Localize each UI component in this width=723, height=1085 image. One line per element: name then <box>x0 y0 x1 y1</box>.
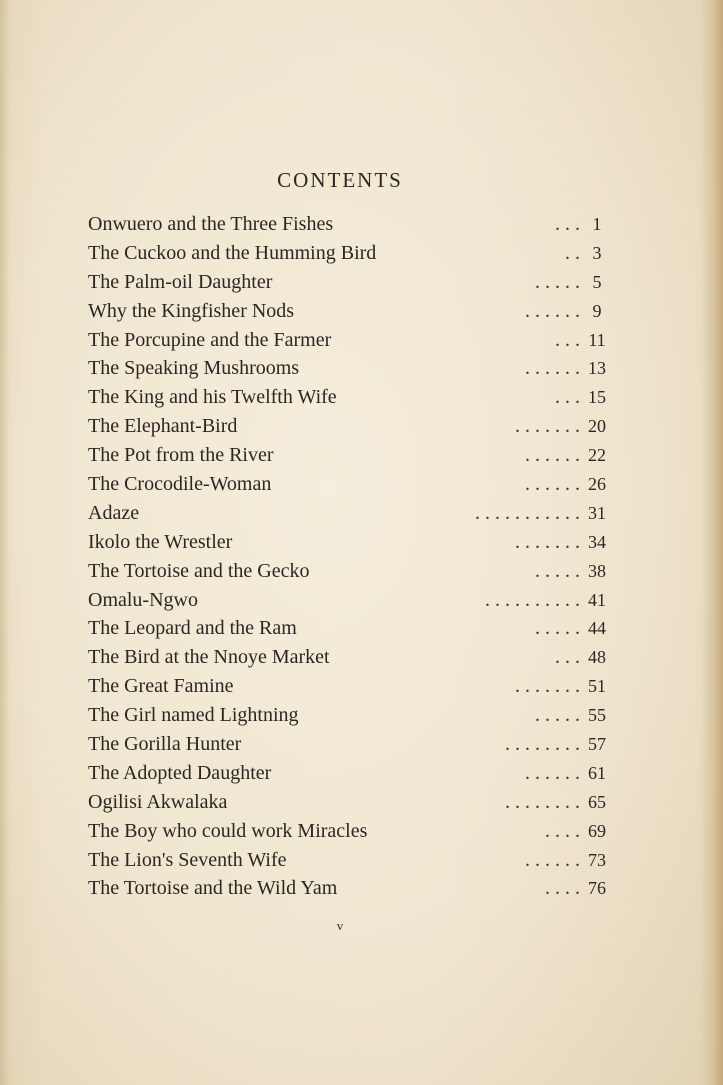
entry-page-number: 31 <box>588 502 606 523</box>
toc-entry <box>88 874 608 903</box>
dot-leader: . . . . . . <box>525 299 580 322</box>
dot-leader: . . . . . . . . . . . <box>475 501 580 524</box>
dot-leader: . . . . <box>545 877 580 900</box>
dot-leader: . . . . . . . . <box>505 790 580 813</box>
toc-entry <box>88 586 608 615</box>
entry-page-number: 26 <box>588 474 606 495</box>
toc-entry <box>88 643 608 672</box>
toc-entry <box>88 817 608 846</box>
entry-title: Omalu-Ngwo <box>88 588 198 611</box>
dot-leader: . . . . . . . . <box>505 733 580 756</box>
entry-title: Adaze <box>88 501 140 524</box>
entry-title: The Leopard and the Ram <box>88 617 297 640</box>
dot-leader: . . . . . . <box>525 473 580 496</box>
toc-entry <box>88 788 608 817</box>
contents-heading: CONTENTS <box>277 168 403 192</box>
dot-leader: . . . . . . . . . . <box>485 588 580 611</box>
page-folio: v <box>336 918 344 933</box>
entry-page-number: 22 <box>588 445 606 466</box>
toc-entry <box>88 268 608 297</box>
entry-title: The Great Famine <box>88 675 234 698</box>
dot-leader: . . . . . . <box>525 761 580 784</box>
toc-entry <box>88 239 608 268</box>
entry-page-number: 73 <box>588 849 606 870</box>
dot-leader: . . . . . . <box>525 848 580 871</box>
dot-leader: . . . . . <box>535 704 580 727</box>
table-of-contents <box>88 210 608 903</box>
entry-title: The Elephant-Bird <box>88 415 238 438</box>
toc-entry <box>88 759 608 788</box>
entry-page-number: 20 <box>588 416 606 437</box>
entry-page-number: 65 <box>588 791 606 812</box>
entry-page-number: 61 <box>588 762 606 783</box>
entry-title: The Crocodile-Woman <box>88 473 272 496</box>
entry-page-number: 48 <box>588 647 606 668</box>
toc-entry <box>88 614 608 643</box>
toc-entry <box>88 846 608 875</box>
toc-entry <box>88 701 608 730</box>
entry-title: The Tortoise and the Gecko <box>88 559 310 582</box>
toc-entry <box>88 470 608 499</box>
entry-title: The Speaking Mushrooms <box>88 357 300 380</box>
entry-page-number: 3 <box>592 242 602 263</box>
toc-entry <box>88 326 608 355</box>
entry-page-number: 55 <box>588 705 606 726</box>
entry-page-number: 44 <box>588 618 606 639</box>
dot-leader: . . . . . . . <box>515 675 580 698</box>
toc-entry <box>88 557 608 586</box>
toc-entry <box>88 441 608 470</box>
entry-page-number: 34 <box>588 531 606 552</box>
entry-page-number: 1 <box>592 214 602 234</box>
toc-entry <box>88 383 608 412</box>
entry-title: The Girl named Lightning <box>88 704 299 727</box>
entry-title: The Palm-oil Daughter <box>88 270 273 293</box>
dot-leader: . . . <box>555 328 580 351</box>
entry-title: The Boy who could work Miracles <box>88 819 368 842</box>
entry-page-number: 51 <box>588 676 606 697</box>
entry-title: Ogilisi Akwalaka <box>88 790 228 813</box>
entry-title: The Adopted Daughter <box>88 761 272 784</box>
dot-leader: . . . . . . . <box>515 415 580 438</box>
dot-leader: . . . . . . <box>525 444 580 467</box>
entry-title: The King and his Twelfth Wife <box>88 386 337 409</box>
entry-page-number: 9 <box>592 300 602 321</box>
toc-entry <box>88 210 608 239</box>
entry-page-number: 15 <box>588 387 606 408</box>
dot-leader: . . . . . . <box>525 357 580 380</box>
entry-page-number: 76 <box>588 878 606 899</box>
entry-title: The Pot from the River <box>88 444 274 467</box>
entry-title: The Cuckoo and the Humming Bird <box>88 241 377 264</box>
dot-leader: . . . . . . . <box>515 530 580 553</box>
page-right-edge <box>701 0 723 1085</box>
dot-leader: . . . <box>555 213 580 235</box>
entry-title: The Porcupine and the Farmer <box>88 328 332 351</box>
toc-entry <box>88 297 608 326</box>
entry-title: The Tortoise and the Wild Yam <box>88 877 338 900</box>
dot-leader: . . <box>565 241 580 264</box>
entry-title: The Gorilla Hunter <box>88 733 242 756</box>
entry-page-number: 5 <box>592 271 602 292</box>
entry-title: Onwuero and the Three Fishes <box>88 213 334 235</box>
dot-leader: . . . <box>555 386 580 409</box>
entry-page-number: 11 <box>588 329 606 350</box>
dot-leader: . . . <box>555 646 580 669</box>
toc-entry <box>88 730 608 759</box>
toc-entry <box>88 412 608 441</box>
entry-title: Ikolo the Wrestler <box>88 530 233 553</box>
entry-page-number: 57 <box>588 734 606 755</box>
dot-leader: . . . . . <box>535 617 580 640</box>
dot-leader: . . . . <box>545 819 580 842</box>
entry-title: The Bird at the Nnoye Market <box>88 646 330 669</box>
entry-page-number: 41 <box>588 589 606 610</box>
dot-leader: . . . . . <box>535 270 580 293</box>
toc-entry <box>88 354 608 383</box>
toc-entry <box>88 528 608 557</box>
entry-page-number: 69 <box>588 820 606 841</box>
dot-leader: . . . . . <box>535 559 580 582</box>
entry-title: Why the Kingfisher Nods <box>88 299 295 322</box>
toc-entry <box>88 499 608 528</box>
entry-page-number: 13 <box>588 358 606 379</box>
entry-title: The Lion's Seventh Wife <box>88 848 287 871</box>
entry-page-number: 38 <box>588 560 606 581</box>
toc-entry <box>88 672 608 701</box>
